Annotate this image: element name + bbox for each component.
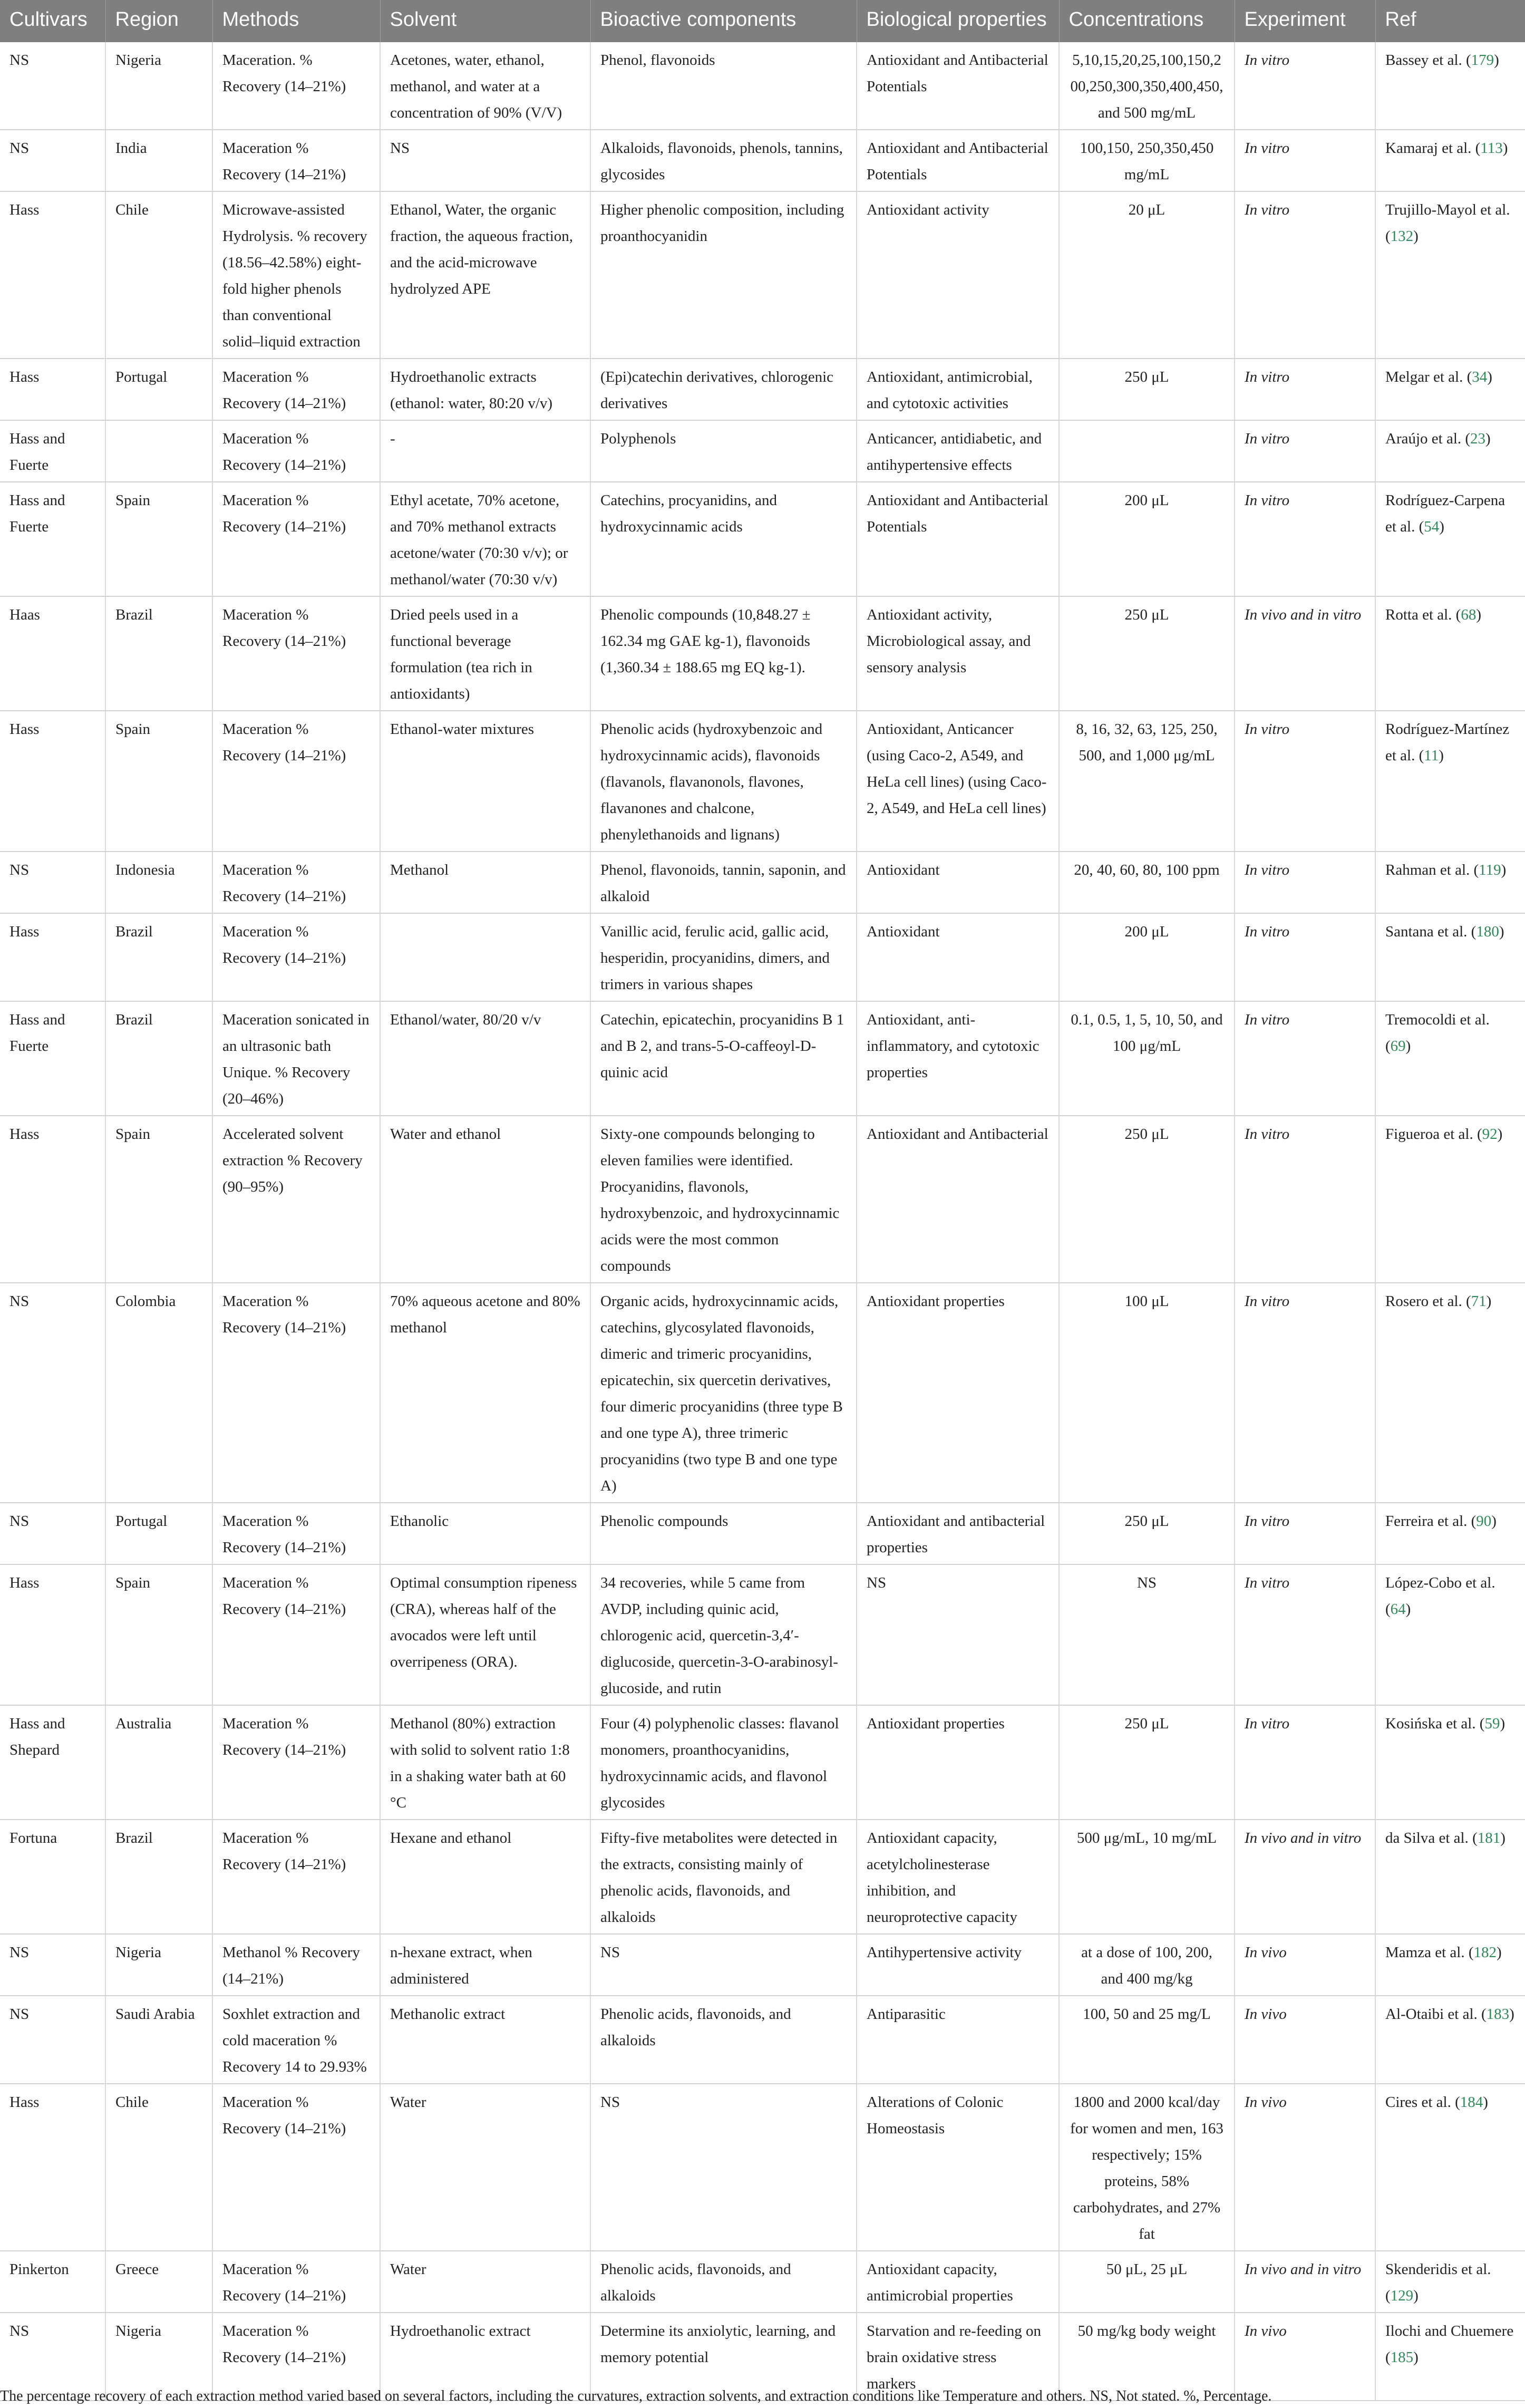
cell-cultivars: Hass <box>0 913 105 1001</box>
cell-solvent: Hydroethanolic extract <box>380 2313 590 2401</box>
ref-number-link[interactable]: 59 <box>1484 1715 1500 1732</box>
cell-cultivars: Hass <box>0 2084 105 2251</box>
ref-authors: Melgar et al. ( <box>1385 369 1472 385</box>
cell-concentrations: 250 μL <box>1059 1116 1235 1283</box>
ref-authors: Mamza et al. ( <box>1385 1944 1474 1961</box>
cell-solvent: Ethanolic <box>380 1503 590 1564</box>
cell-experiment: In vivo <box>1235 2084 1375 2251</box>
header-experiment: Experiment <box>1235 0 1375 42</box>
table-row <box>0 191 1525 359</box>
cell-region: Spain <box>105 1564 212 1705</box>
cell-biological: Antioxidant capacity, acetylcholinesterase inhibition, and neuroprotective capacity <box>857 1820 1059 1934</box>
cell-methods: Maceration % Recovery (14–21%) <box>212 711 380 852</box>
cell-cultivars: NS <box>0 1283 105 1503</box>
ref-close-paren: ) <box>1413 228 1419 245</box>
ref-authors: Kamaraj et al. ( <box>1385 140 1481 157</box>
ref-close-paren: ) <box>1500 1830 1505 1846</box>
cell-concentrations: 100 μL <box>1059 1283 1235 1503</box>
cell-solvent: Optimal consumption ripeness (CRA), whereas half of the avocados were left until overripeness (ORA). <box>380 1564 590 1705</box>
cell-cultivars: NS <box>0 1934 105 1996</box>
cell-ref <box>1375 482 1525 596</box>
cell-solvent: n-hexane extract, when administered <box>380 1934 590 1996</box>
cell-ref <box>1375 1996 1525 2084</box>
cell-cultivars: NS <box>0 852 105 913</box>
cell-methods: Maceration % Recovery (14–21%) <box>212 2251 380 2313</box>
cell-methods: Maceration. % Recovery (14–21%) <box>212 42 380 130</box>
cell-concentrations: 50 μL, 25 μL <box>1059 2251 1235 2313</box>
cell-bioactive: Phenolic acids, flavonoids, and alkaloids <box>590 1996 857 2084</box>
table-row <box>0 1705 1525 1820</box>
cell-biological: Antiparasitic <box>857 1996 1059 2084</box>
cell-biological: Antioxidant and antibacterial properties <box>857 1503 1059 1564</box>
cell-biological: Antioxidant <box>857 852 1059 913</box>
cell-solvent: Ethanol-water mixtures <box>380 711 590 852</box>
ref-authors: Trujillo-Mayol et al. ( <box>1385 201 1510 245</box>
ref-number-link[interactable]: 132 <box>1390 228 1414 245</box>
cell-ref <box>1375 2084 1525 2251</box>
cell-methods: Maceration % Recovery (14–21%) <box>212 1820 380 1934</box>
cell-concentrations: 200 μL <box>1059 482 1235 596</box>
ref-number-link[interactable]: 54 <box>1424 518 1440 535</box>
ref-number-link[interactable]: 181 <box>1477 1830 1501 1846</box>
cell-solvent: NS <box>380 130 590 191</box>
ref-close-paren: ) <box>1476 606 1482 623</box>
cell-region: Chile <box>105 191 212 359</box>
cell-bioactive: Four (4) polyphenolic classes: flavanol monomers, proanthocyanidins, hydroxycinnamic acids, and flavonol glycosides <box>590 1705 857 1820</box>
cell-biological: Antioxidant <box>857 913 1059 1001</box>
ref-close-paren: ) <box>1509 2006 1514 2023</box>
cell-ref <box>1375 596 1525 711</box>
cell-biological: Antioxidant properties <box>857 1283 1059 1503</box>
cell-ref <box>1375 191 1525 359</box>
cell-cultivars: NS <box>0 1996 105 2084</box>
cell-ref <box>1375 130 1525 191</box>
cell-experiment: In vitro <box>1235 359 1375 420</box>
cell-methods: Methanol % Recovery (14–21%) <box>212 1934 380 1996</box>
ref-close-paren: ) <box>1413 2349 1419 2366</box>
cell-experiment: In vitro <box>1235 1116 1375 1283</box>
ref-close-paren: ) <box>1494 52 1499 69</box>
table-row <box>0 482 1525 596</box>
cell-biological: NS <box>857 1564 1059 1705</box>
cell-cultivars: Hass <box>0 359 105 420</box>
cell-experiment: In vitro <box>1235 482 1375 596</box>
cell-ref <box>1375 852 1525 913</box>
cell-biological: Alterations of Colonic Homeostasis <box>857 2084 1059 2251</box>
ref-close-paren: ) <box>1439 747 1444 764</box>
ref-close-paren: ) <box>1486 1293 1492 1310</box>
ref-authors: Tremocoldi et al. ( <box>1385 1011 1490 1055</box>
cell-cultivars: Hass <box>0 1116 105 1283</box>
table-row <box>0 1564 1525 1705</box>
ref-authors: Araújo et al. ( <box>1385 430 1471 447</box>
cell-concentrations: 200 μL <box>1059 913 1235 1001</box>
cell-cultivars: Hass and Shepard <box>0 1705 105 1820</box>
cell-methods: Maceration % Recovery (14–21%) <box>212 359 380 420</box>
cell-cultivars: NS <box>0 130 105 191</box>
cell-biological: Antioxidant capacity, antimicrobial properties <box>857 2251 1059 2313</box>
cell-methods: Soxhlet extraction and cold maceration % Recovery 14 to 29.93% <box>212 1996 380 2084</box>
cell-methods: Accelerated solvent extraction % Recovery (90–95%) <box>212 1116 380 1283</box>
ref-close-paren: ) <box>1439 518 1444 535</box>
cell-solvent: Water and ethanol <box>380 1116 590 1283</box>
table-row <box>0 596 1525 711</box>
table-row <box>0 1283 1525 1503</box>
cell-solvent: Methanol (80%) extraction with solid to solvent ratio 1:8 in a shaking water bath at 60 °C <box>380 1705 590 1820</box>
cell-solvent: Ethanol/water, 80/20 v/v <box>380 1001 590 1116</box>
cell-experiment: In vivo and in vitro <box>1235 596 1375 711</box>
cell-bioactive: Determine its anxiolytic, learning, and memory potential <box>590 2313 857 2401</box>
ref-close-paren: ) <box>1499 923 1504 940</box>
cell-region: Nigeria <box>105 42 212 130</box>
cell-biological: Antioxidant and Antibacterial Potentials <box>857 482 1059 596</box>
cell-bioactive: Higher phenolic composition, including proanthocyanidin <box>590 191 857 359</box>
cell-experiment: In vivo and in vitro <box>1235 1820 1375 1934</box>
table-row <box>0 420 1525 482</box>
header-cultivars: Cultivars <box>0 0 105 42</box>
cell-concentrations: 0.1, 0.5, 1, 5, 10, 50, and 100 μg/mL <box>1059 1001 1235 1116</box>
header-biological: Biological properties <box>857 0 1059 42</box>
cell-experiment: In vitro <box>1235 42 1375 130</box>
table-row <box>0 130 1525 191</box>
cell-region: Brazil <box>105 913 212 1001</box>
header-bioactive: Bioactive components <box>590 0 857 42</box>
cell-ref <box>1375 1503 1525 1564</box>
cell-solvent <box>380 913 590 1001</box>
header-concentrations: Concentrations <box>1059 0 1235 42</box>
ref-close-paren: ) <box>1500 1715 1505 1732</box>
ref-number-link[interactable]: 64 <box>1390 1601 1406 1618</box>
ref-number-link[interactable]: 183 <box>1486 2006 1510 2023</box>
cell-experiment: In vitro <box>1235 420 1375 482</box>
table-row <box>0 42 1525 130</box>
cell-cultivars: Hass <box>0 191 105 359</box>
table-row <box>0 1503 1525 1564</box>
cell-region: Portugal <box>105 359 212 420</box>
ref-number-link[interactable]: 182 <box>1473 1944 1497 1961</box>
cell-biological: Antioxidant activity <box>857 191 1059 359</box>
cell-region: Chile <box>105 2084 212 2251</box>
ref-number-link[interactable]: 185 <box>1390 2349 1414 2366</box>
cell-experiment: In vitro <box>1235 1564 1375 1705</box>
cell-ref <box>1375 1001 1525 1116</box>
ref-authors: Cires et al. ( <box>1385 2094 1460 2111</box>
cell-concentrations: 500 μg/mL, 10 mg/mL <box>1059 1820 1235 1934</box>
cell-cultivars: Hass and Fuerte <box>0 1001 105 1116</box>
cell-bioactive: Catechins, procyanidins, and hydroxycinnamic acids <box>590 482 857 596</box>
table-body <box>0 42 1525 2401</box>
cell-concentrations: 5,10,15,20,25,100,150,200,250,300,350,400,450, and 500 mg/mL <box>1059 42 1235 130</box>
ref-authors: Rodríguez-Martínez et al. ( <box>1385 721 1510 764</box>
cell-bioactive: Phenol, flavonoids, tannin, saponin, and alkaloid <box>590 852 857 913</box>
cell-experiment: In vivo <box>1235 2313 1375 2401</box>
table-row <box>0 711 1525 852</box>
cell-bioactive: Catechin, epicatechin, procyanidins B 1 and B 2, and trans-5-O-caffeoyl-D-quinic acid <box>590 1001 857 1116</box>
cell-bioactive: Sixty-one compounds belonging to eleven families were identified. Procyanidins, flavonols, hydroxybenzoic, and hydroxycinnamic acids were the most common compounds <box>590 1116 857 1283</box>
cell-methods: Maceration % Recovery (14–21%) <box>212 420 380 482</box>
cell-solvent: Water <box>380 2084 590 2251</box>
cell-bioactive: Phenolic compounds (10,848.27 ± 162.34 mg GAE kg-1), flavonoids (1,360.34 ± 188.65 mg EQ kg-1). <box>590 596 857 711</box>
cell-methods: Maceration % Recovery (14–21%) <box>212 596 380 711</box>
cell-cultivars: Hass <box>0 1564 105 1705</box>
cell-region: Spain <box>105 1116 212 1283</box>
cell-concentrations: 1800 and 2000 kcal/day for women and men, 163 respectively; 15% proteins, 58% carbohydrates, and 27% fat <box>1059 2084 1235 2251</box>
cell-solvent: Ethyl acetate, 70% acetone, and 70% methanol extracts acetone/water (70:30 v/v); or methanol/water (70:30 v/v) <box>380 482 590 596</box>
cell-ref <box>1375 711 1525 852</box>
cell-experiment: In vivo <box>1235 1996 1375 2084</box>
cell-region: Indonesia <box>105 852 212 913</box>
cell-cultivars: Haas <box>0 596 105 711</box>
cell-methods: Maceration % Recovery (14–21%) <box>212 913 380 1001</box>
table-row <box>0 1116 1525 1283</box>
ref-number-link[interactable]: 184 <box>1460 2094 1483 2111</box>
cell-methods: Maceration % Recovery (14–21%) <box>212 2084 380 2251</box>
cell-cultivars: NS <box>0 42 105 130</box>
cell-bioactive: Organic acids, hydroxycinnamic acids, catechins, glycosylated flavonoids, dimeric and trimeric procyanidins, epicatechin, six quercetin derivatives, four dimeric procyanidins (three type B and one type A), three trimeric procyanidins (two type B and one type A) <box>590 1283 857 1503</box>
table-row <box>0 1934 1525 1996</box>
cell-region: Brazil <box>105 596 212 711</box>
ref-number-link[interactable]: 180 <box>1476 923 1499 940</box>
cell-methods: Maceration % Recovery (14–21%) <box>212 1564 380 1705</box>
cell-experiment: In vitro <box>1235 191 1375 359</box>
ref-authors: Kosińska et al. ( <box>1385 1715 1485 1732</box>
ref-close-paren: ) <box>1502 140 1508 157</box>
table-row <box>0 1001 1525 1116</box>
cell-cultivars: NS <box>0 1503 105 1564</box>
cell-bioactive: Phenolic acids (hydroxybenzoic and hydroxycinnamic acids), flavonoids (flavanols, flavanonols, flavones, flavanones and chalcone, phenylethanoids and lignans) <box>590 711 857 852</box>
ref-number-link[interactable]: 92 <box>1482 1126 1498 1143</box>
ref-number-link[interactable]: 90 <box>1476 1513 1492 1530</box>
header-methods: Methods <box>212 0 380 42</box>
cell-biological: Antioxidant, anti-inflammatory, and cytotoxic properties <box>857 1001 1059 1116</box>
cell-experiment: In vitro <box>1235 711 1375 852</box>
cell-ref <box>1375 420 1525 482</box>
cell-methods: Microwave-assisted Hydrolysis. % recovery (18.56–42.58%) eight-fold higher phenols than conventional solid–liquid extraction <box>212 191 380 359</box>
ref-close-paren: ) <box>1485 430 1491 447</box>
cell-region: Spain <box>105 482 212 596</box>
cell-region: Greece <box>105 2251 212 2313</box>
cell-biological: Antioxidant activity, Microbiological assay, and sensory analysis <box>857 596 1059 711</box>
cell-solvent: Methanolic extract <box>380 1996 590 2084</box>
ref-number-link[interactable]: 68 <box>1461 606 1477 623</box>
cell-concentrations: 250 μL <box>1059 1503 1235 1564</box>
cell-experiment: In vitro <box>1235 852 1375 913</box>
ref-authors: Ilochi and Chuemere ( <box>1385 2323 1514 2366</box>
cell-ref <box>1375 359 1525 420</box>
table-row <box>0 852 1525 913</box>
cell-solvent: Methanol <box>380 852 590 913</box>
cell-ref <box>1375 1934 1525 1996</box>
ref-authors: Figueroa et al. ( <box>1385 1126 1482 1143</box>
cell-concentrations: at a dose of 100, 200, and 400 mg/kg <box>1059 1934 1235 1996</box>
cell-concentrations <box>1059 420 1235 482</box>
cell-solvent: Ethanol, Water, the organic fraction, the aqueous fraction, and the acid-microwave hydrolyzed APE <box>380 191 590 359</box>
header-row <box>0 0 1525 42</box>
table-row <box>0 1996 1525 2084</box>
ref-close-paren: ) <box>1491 1513 1497 1530</box>
cell-experiment: In vitro <box>1235 130 1375 191</box>
cell-bioactive: Fifty-five metabolites were detected in the extracts, consisting mainly of phenolic acids, flavonoids, and alkaloids <box>590 1820 857 1934</box>
cell-methods: Maceration % Recovery (14–21%) <box>212 1503 380 1564</box>
cell-ref <box>1375 2251 1525 2313</box>
cell-region: Colombia <box>105 1283 212 1503</box>
cell-methods: Maceration % Recovery (14–21%) <box>212 852 380 913</box>
header-region: Region <box>105 0 212 42</box>
ref-authors: Al-Otaibi et al. ( <box>1385 2006 1487 2023</box>
cell-solvent: Acetones, water, ethanol, methanol, and water at a concentration of 90% (V/V) <box>380 42 590 130</box>
cell-biological: Antioxidant and Antibacterial <box>857 1116 1059 1283</box>
ref-authors: Bassey et al. ( <box>1385 52 1471 69</box>
ref-number-link[interactable]: 11 <box>1424 747 1439 764</box>
cell-region: Brazil <box>105 1001 212 1116</box>
cell-experiment: In vitro <box>1235 1001 1375 1116</box>
cell-concentrations: NS <box>1059 1564 1235 1705</box>
ref-close-paren: ) <box>1413 2287 1419 2304</box>
ref-close-paren: ) <box>1483 2094 1488 2111</box>
cell-experiment: In vitro <box>1235 1283 1375 1503</box>
cell-solvent: Hydroethanolic extracts (ethanol: water, 80:20 v/v) <box>380 359 590 420</box>
cell-region: India <box>105 130 212 191</box>
cell-experiment: In vitro <box>1235 1705 1375 1820</box>
cell-solvent: Water <box>380 2251 590 2313</box>
cell-methods: Maceration % Recovery (14–21%) <box>212 130 380 191</box>
ref-number-link[interactable]: 129 <box>1390 2287 1414 2304</box>
cell-biological: Antioxidant, antimicrobial, and cytotoxic activities <box>857 359 1059 420</box>
cell-concentrations: 100, 50 and 25 mg/L <box>1059 1996 1235 2084</box>
cell-biological: Antioxidant properties <box>857 1705 1059 1820</box>
cell-ref <box>1375 1116 1525 1283</box>
cell-bioactive: Phenolic compounds <box>590 1503 857 1564</box>
cell-biological: Antioxidant and Antibacterial Potentials <box>857 42 1059 130</box>
cell-concentrations: 250 μL <box>1059 359 1235 420</box>
cell-biological: Antioxidant and Antibacterial Potentials <box>857 130 1059 191</box>
cell-ref <box>1375 1283 1525 1503</box>
cell-methods: Maceration % Recovery (14–21%) <box>212 1283 380 1503</box>
cell-ref <box>1375 1820 1525 1934</box>
header-solvent: Solvent <box>380 0 590 42</box>
cell-bioactive: Vanillic acid, ferulic acid, gallic acid, hesperidin, procyanidins, dimers, and trimers in various shapes <box>590 913 857 1001</box>
header-ref: Ref <box>1375 0 1525 42</box>
cell-region: Saudi Arabia <box>105 1996 212 2084</box>
cell-solvent: - <box>380 420 590 482</box>
cell-ref <box>1375 1564 1525 1705</box>
ref-authors: Rotta et al. ( <box>1385 606 1461 623</box>
cell-bioactive: (Epi)catechin derivatives, chlorogenic derivatives <box>590 359 857 420</box>
table-footnote: The percentage recovery of each extraction method varied based on several factors, including the curvatures, extraction solvents, and extraction conditions like Temperature and others. NS, Not stated. %, Percentage. <box>0 2388 1272 2404</box>
cell-concentrations: 8, 16, 32, 63, 125, 250, 500, and 1,000 μg/mL <box>1059 711 1235 852</box>
ref-number-link[interactable]: 119 <box>1479 862 1501 878</box>
ref-number-link[interactable]: 113 <box>1480 140 1503 157</box>
table-row <box>0 2084 1525 2251</box>
cell-methods: Maceration % Recovery (14–21%) <box>212 482 380 596</box>
ref-number-link[interactable]: 23 <box>1470 430 1486 447</box>
ref-close-paren: ) <box>1487 369 1492 385</box>
cell-region: Spain <box>105 711 212 852</box>
cell-bioactive: Phenol, flavonoids <box>590 42 857 130</box>
cell-experiment: In vivo <box>1235 1934 1375 1996</box>
cell-concentrations: 250 μL <box>1059 596 1235 711</box>
table-row <box>0 2251 1525 2313</box>
cell-bioactive: NS <box>590 2084 857 2251</box>
cell-solvent: 70% aqueous acetone and 80% methanol <box>380 1283 590 1503</box>
cell-biological: Anticancer, antidiabetic, and antihypertensive effects <box>857 420 1059 482</box>
table-row <box>0 913 1525 1001</box>
cell-region: Brazil <box>105 1820 212 1934</box>
cell-bioactive: Alkaloids, flavonoids, phenols, tannins, glycosides <box>590 130 857 191</box>
cell-cultivars: Fortuna <box>0 1820 105 1934</box>
ref-number-link[interactable]: 71 <box>1471 1293 1487 1310</box>
ref-number-link[interactable]: 179 <box>1471 52 1494 69</box>
cell-ref <box>1375 913 1525 1001</box>
cell-solvent: Dried peels used in a functional beverage formulation (tea rich in antioxidants) <box>380 596 590 711</box>
cell-methods: Maceration % Recovery (14–21%) <box>212 1705 380 1820</box>
cell-concentrations: 100,150, 250,350,450 mg/mL <box>1059 130 1235 191</box>
cell-region: Nigeria <box>105 1934 212 1996</box>
cell-solvent: Hexane and ethanol <box>380 1820 590 1934</box>
cell-experiment: In vivo and in vitro <box>1235 2251 1375 2313</box>
ref-authors: Rodríguez-Carpena et al. ( <box>1385 492 1505 535</box>
cell-concentrations: 20, 40, 60, 80, 100 ppm <box>1059 852 1235 913</box>
cell-cultivars: Pinkerton <box>0 2251 105 2313</box>
ref-authors: Rosero et al. ( <box>1385 1293 1471 1310</box>
ref-close-paren: ) <box>1496 1944 1502 1961</box>
cell-methods: Maceration % Recovery (14–21%) <box>212 2313 380 2401</box>
cell-biological: Antioxidant, Anticancer (using Caco-2, A549, and HeLa cell lines) (using Caco-2, A549, and HeLa cell lines) <box>857 711 1059 852</box>
ref-authors: Ferreira et al. ( <box>1385 1513 1477 1530</box>
ref-authors: Skenderidis et al. ( <box>1385 2261 1491 2304</box>
ref-authors: da Silva et al. ( <box>1385 1830 1478 1846</box>
cell-region: Nigeria <box>105 2313 212 2401</box>
cell-cultivars: Hass and Fuerte <box>0 420 105 482</box>
ref-close-paren: ) <box>1405 1601 1411 1618</box>
cell-experiment: In vitro <box>1235 1503 1375 1564</box>
cell-ref <box>1375 1705 1525 1820</box>
ref-close-paren: ) <box>1497 1126 1503 1143</box>
cell-concentrations: 50 mg/kg body weight <box>1059 2313 1235 2401</box>
cell-biological: Antihypertensive activity <box>857 1934 1059 1996</box>
cell-bioactive: NS <box>590 1934 857 1996</box>
ref-authors: López-Cobo et al. ( <box>1385 1574 1495 1618</box>
cell-cultivars: NS <box>0 2313 105 2401</box>
cell-bioactive: 34 recoveries, while 5 came from AVDP, including quinic acid, chlorogenic acid, quercetin-3,4′-diglucoside, quercetin-3-O-arabinosyl-glucoside, and rutin <box>590 1564 857 1705</box>
ref-number-link[interactable]: 34 <box>1472 369 1488 385</box>
ref-close-paren: ) <box>1405 1038 1411 1055</box>
cell-bioactive: Polyphenols <box>590 420 857 482</box>
cell-concentrations: 20 μL <box>1059 191 1235 359</box>
cell-methods: Maceration sonicated in an ultrasonic bath Unique. % Recovery (20–46%) <box>212 1001 380 1116</box>
cell-bioactive: Phenolic acids, flavonoids, and alkaloids <box>590 2251 857 2313</box>
cell-ref <box>1375 42 1525 130</box>
cell-region <box>105 420 212 482</box>
table-row <box>0 1820 1525 1934</box>
ref-authors: Santana et al. ( <box>1385 923 1477 940</box>
ref-number-link[interactable]: 69 <box>1390 1038 1406 1055</box>
cell-cultivars: Hass <box>0 711 105 852</box>
table-row <box>0 359 1525 420</box>
cell-region: Portugal <box>105 1503 212 1564</box>
cell-experiment: In vitro <box>1235 913 1375 1001</box>
ref-close-paren: ) <box>1501 862 1507 878</box>
cell-concentrations: 250 μL <box>1059 1705 1235 1820</box>
cell-biological: Starvation and re-feeding on brain oxidative stress markers <box>857 2313 1059 2401</box>
ref-authors: Rahman et al. ( <box>1385 862 1479 878</box>
cell-region: Australia <box>105 1705 212 1820</box>
cell-cultivars: Hass and Fuerte <box>0 482 105 596</box>
